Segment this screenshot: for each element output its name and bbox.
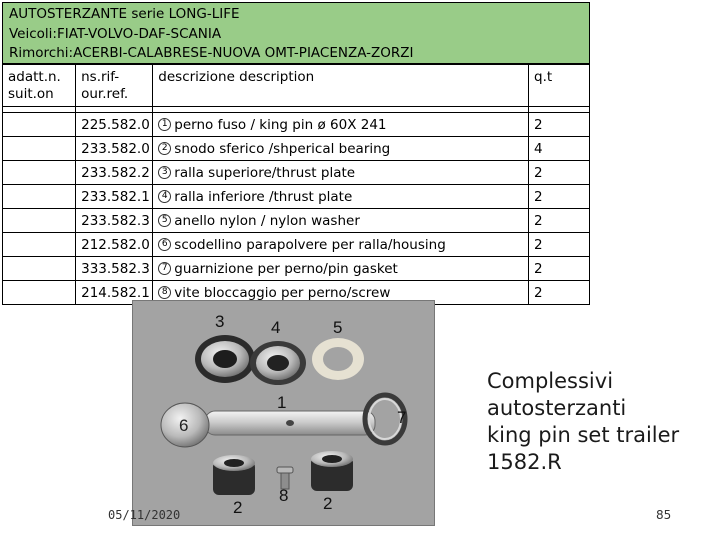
table-row: [3, 137, 590, 161]
col-header-ref: ns.rif- our.ref.: [76, 65, 153, 107]
nylon-washer-part: [312, 338, 364, 380]
photo-label: 1: [277, 393, 287, 412]
part-qty: 4: [529, 137, 590, 161]
col-header-adatt: adatt.n. suit.on: [3, 65, 76, 107]
photo-label: 3: [215, 312, 225, 331]
part-description: 6 scodellino parapolvere per ralla/housing: [153, 233, 529, 257]
bearing-left-part: [213, 455, 255, 495]
photo-label: 8: [279, 486, 289, 505]
parts-illustration: [133, 301, 435, 526]
part-qty: 2: [529, 161, 590, 185]
part-description: 5 anello nylon / nylon washer: [153, 209, 529, 233]
part-description: 8 vite bloccaggio per perno/screw: [153, 281, 529, 305]
item-number-badge: 1: [158, 118, 171, 131]
photo-label: 7: [397, 408, 407, 427]
part-ref: 212.582.0: [76, 233, 153, 257]
part-description: 7 guarnizione per perno/pin gasket: [153, 257, 529, 281]
thrust-plate-lower-part: [250, 341, 306, 385]
slide-caption: Complessivi autosterzanti king pin set trailer 1582.R: [487, 369, 680, 474]
header-vehicles: Veicoli:FIAT-VOLVO-DAF-SCANIA: [9, 25, 222, 42]
part-qty: 2: [529, 113, 590, 137]
item-number-badge: 8: [158, 286, 171, 299]
part-ref: 333.582.3: [76, 257, 153, 281]
table-row: [3, 257, 590, 281]
table-row: [3, 233, 590, 257]
item-number-badge: 2: [158, 142, 171, 155]
page-number: 85: [656, 508, 672, 522]
header-trailers: Rimorchi:ACERBI-CALABRESE-NUOVA OMT-PIACENZA-ZORZI: [9, 45, 414, 61]
photo-label: 6: [179, 416, 189, 435]
item-number-badge: 5: [158, 214, 171, 227]
item-number-badge: 7: [158, 262, 171, 275]
table-row: [3, 185, 590, 209]
header-title: AUTOSTERZANTE serie LONG-LIFE: [9, 6, 240, 22]
part-ref: 233.582.3: [76, 209, 153, 233]
photo-label: 2: [233, 498, 243, 517]
table-row: [3, 209, 590, 233]
photo-label: 4: [271, 318, 281, 337]
part-description: 4 ralla inferiore /thrust plate: [153, 185, 529, 209]
part-qty: 2: [529, 257, 590, 281]
item-number-badge: 3: [158, 166, 171, 179]
part-qty: 2: [529, 281, 590, 305]
part-qty: 2: [529, 185, 590, 209]
part-ref: 233.582.2: [76, 161, 153, 185]
item-number-badge: 6: [158, 238, 171, 251]
col-header-qty: q.t: [529, 65, 590, 107]
part-ref: 214.582.1: [76, 281, 153, 305]
part-description: 1 perno fuso / king pin ø 60X 241: [153, 113, 529, 137]
photo-label: 2: [323, 494, 333, 513]
part-description: 3 ralla superiore/thrust plate: [153, 161, 529, 185]
king-pin-part: [205, 411, 375, 435]
parts-photo: [132, 300, 435, 526]
part-description: 2 snodo sferico /shperical bearing: [153, 137, 529, 161]
table-header-row: [3, 65, 590, 107]
table-row: [3, 113, 590, 137]
item-number-badge: 4: [158, 190, 171, 203]
part-qty: 2: [529, 209, 590, 233]
table-row: [3, 161, 590, 185]
bearing-right-part: [311, 451, 353, 491]
part-ref: 233.582.1: [76, 185, 153, 209]
part-ref: 225.582.0: [76, 113, 153, 137]
part-ref: 233.582.0: [76, 137, 153, 161]
thrust-plate-upper-part: [195, 335, 255, 383]
catalog-header: [2, 2, 590, 64]
part-qty: 2: [529, 233, 590, 257]
slide-date: 05/11/2020: [108, 508, 181, 522]
col-header-description: descrizione description: [153, 65, 529, 107]
photo-label: 5: [333, 318, 343, 337]
parts-table: [2, 64, 590, 305]
